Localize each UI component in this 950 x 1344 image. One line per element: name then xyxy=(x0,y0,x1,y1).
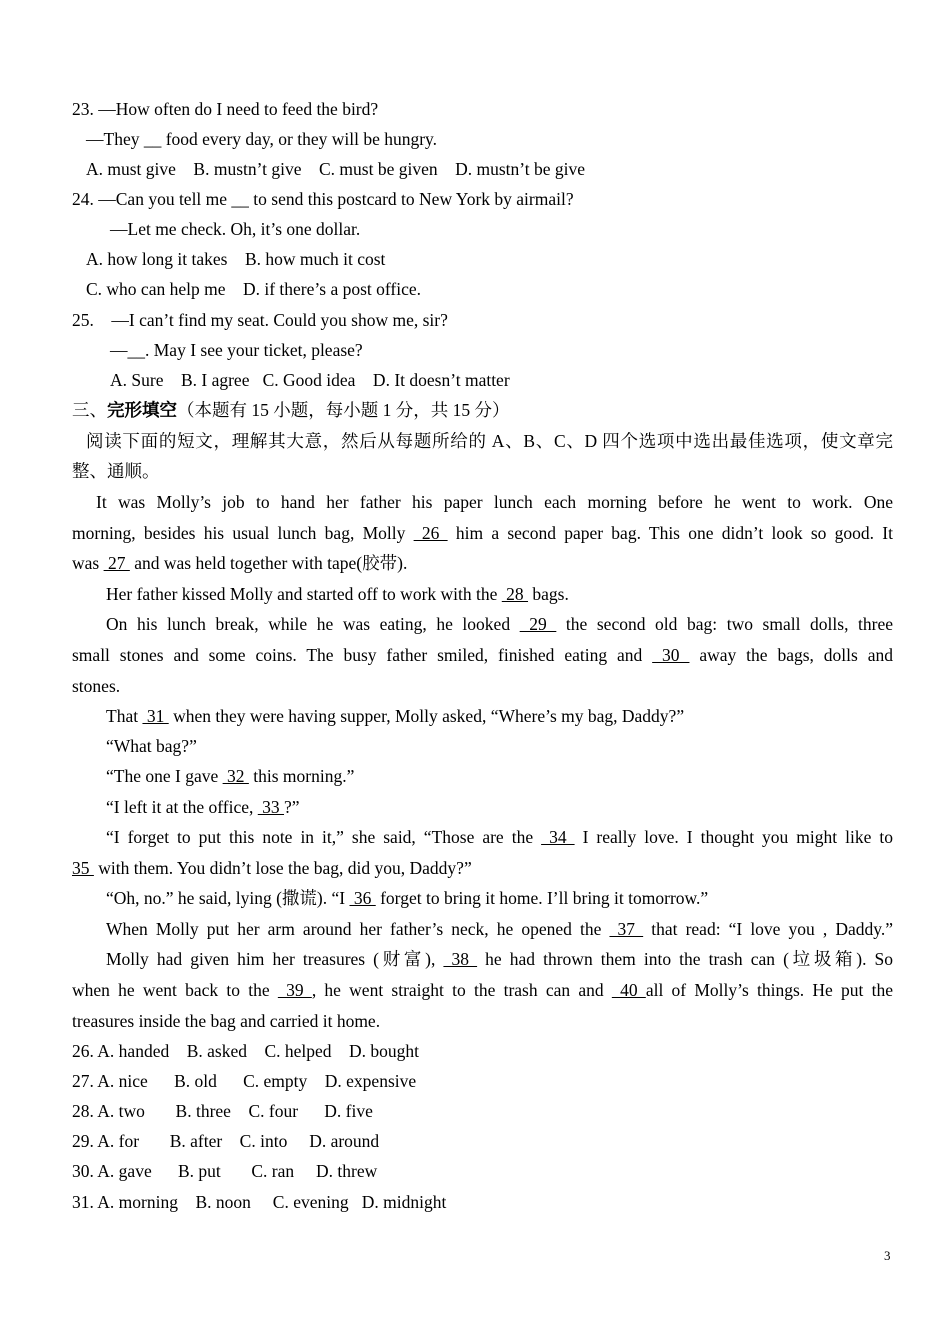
blank-26: 26 xyxy=(413,523,448,543)
question-23-stem: 23. —How often do I need to feed the bird? xyxy=(72,99,379,119)
passage-p3-line3: stones. xyxy=(72,676,121,696)
passage-p3-line1: On his lunch break, while he was eating, he looked 29 the second old bag: two small dolls, three xyxy=(106,614,894,634)
blank-35: 35 xyxy=(72,858,94,878)
section-3-prefix: 三、 xyxy=(72,400,107,420)
question-24-stem: 24. —Can you tell me __ to send this postcard to New York by airmail? xyxy=(72,189,574,209)
blank-33: 33 xyxy=(257,797,285,817)
blank-34: 34 xyxy=(541,827,575,847)
passage-p11-line2: when he went back to the 39 , he went straight to the trash can and 40 all of Molly’s things. He put the xyxy=(72,980,894,1000)
passage-p1-line3: was 27 and was held together with tape(胶带). xyxy=(72,553,408,573)
blank-36: 36 xyxy=(349,888,376,908)
question-24-options-line1: A. how long it takes B. how much it cost xyxy=(86,249,386,269)
passage-p7: “I left it at the office, 33 ?” xyxy=(106,797,300,817)
answer-options-27: 27. A. nice B. old C. empty D. expensive xyxy=(72,1071,417,1091)
passage-p5: “What bag?” xyxy=(106,736,197,756)
blank-28: 28 xyxy=(501,584,529,604)
passage-p8-line1: “I forget to put this note in it,” she said, “Those are the 34 I really love. I thought you might like to xyxy=(106,827,893,847)
answer-options-29: 29. A. for B. after C. into D. around xyxy=(72,1131,380,1151)
question-25-reply: —__. May I see your ticket, please? xyxy=(110,340,363,360)
blank-37: 37 xyxy=(609,919,644,939)
answer-options-30: 30. A. gave B. put C. ran D. threw xyxy=(72,1161,378,1181)
passage-p8-line2: 35 with them. You didn’t lose the bag, did you, Daddy?” xyxy=(72,858,472,878)
question-25-options: A. Sure B. I agree C. Good idea D. It doesn’t matter xyxy=(110,370,510,390)
section-3-instruction-line1: 阅读下面的短文，理解其大意，然后从每题所给的 A、B、C、D 四个选项中选出最佳选项，使文章完 xyxy=(86,431,893,451)
question-24-options-line2: C. who can help me D. if there’s a post office. xyxy=(86,279,422,299)
passage-p2: Her father kissed Molly and started off to work with the 28 bags. xyxy=(106,584,569,604)
question-24-reply: —Let me check. Oh, it’s one dollar. xyxy=(110,219,361,239)
blank-29: 29 xyxy=(519,614,557,634)
section-3-title: 完形填空 xyxy=(107,400,177,420)
passage-p9: “Oh, no.” he said, lying (撒谎). “I 36 forget to bring it home. I’ll bring it tomorrow.” xyxy=(106,888,709,908)
question-25-stem: 25. —I can’t find my seat. Could you show me, sir? xyxy=(72,310,448,330)
passage-p1-line1: It was Molly’s job to hand her father his paper lunch each morning before he went to work. One xyxy=(96,492,893,512)
passage-p4: That 31 when they were having supper, Molly asked, “Where’s my bag, Daddy?” xyxy=(106,706,685,726)
answer-options-26: 26. A. handed B. asked C. helped D. bought xyxy=(72,1041,420,1061)
blank-30: 30 xyxy=(652,645,690,665)
passage-p6: “The one I gave 32 this morning.” xyxy=(106,766,355,786)
section-3-note: （本题有 15 小题，每小题 1 分，共 15 分） xyxy=(177,400,510,420)
section-3-instruction-line2: 整、通顺。 xyxy=(72,461,160,481)
question-23-reply: —They __ food every day, or they will be hungry. xyxy=(86,129,438,149)
section-3-header xyxy=(72,395,893,425)
blank-32: 32 xyxy=(222,766,249,786)
passage-p1-line2: morning, besides his usual lunch bag, Molly 26 him a second paper bag. This one didn’t look so good. It xyxy=(72,523,893,543)
passage-p3-line2: small stones and some coins. The busy father smiled, finished eating and 30 away the bags, dolls and xyxy=(72,645,893,665)
blank-38: 38 xyxy=(443,949,478,969)
blank-27: 27 xyxy=(103,553,130,573)
blank-31: 31 xyxy=(142,706,169,726)
passage-p10: When Molly put her arm around her father’s neck, he opened the 37 that read: “I love you , Daddy.” xyxy=(106,919,894,939)
passage-p11-line3: treasures inside the bag and carried it home. xyxy=(72,1011,381,1031)
passage-p11-line1: Molly had given him her treasures (财富), 38 he had thrown them into the trash can (垃圾箱). So xyxy=(106,949,894,969)
blank-39: 39 xyxy=(277,980,312,1000)
answer-options-28: 28. A. two B. three C. four D. five xyxy=(72,1101,373,1121)
blank-40: 40 xyxy=(611,980,646,1000)
question-23-options: A. must give B. mustn’t give C. must be given D. mustn’t be give xyxy=(86,159,586,179)
page-number: 3 xyxy=(884,1248,891,1263)
answer-options-31: 31. A. morning B. noon C. evening D. midnight xyxy=(72,1192,447,1212)
